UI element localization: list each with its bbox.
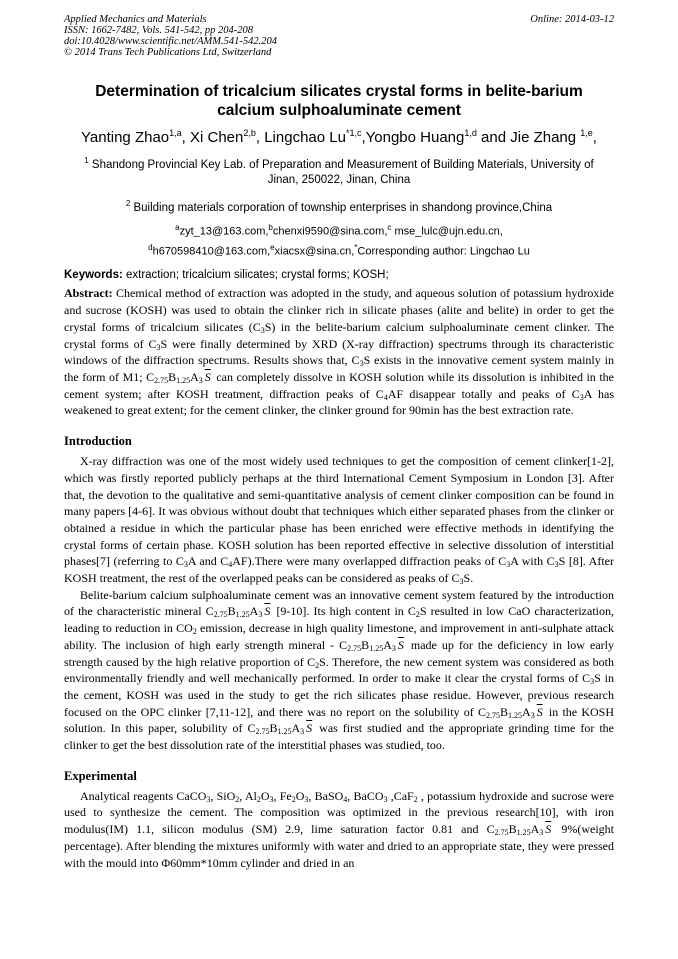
title-line-1: Determination of tricalcium silicates crystal forms in belite-barium: [95, 83, 583, 100]
journal-name: Applied Mechanics and Materials: [64, 14, 207, 25]
affiliation-2: $^2$ Building materials corporation of township enterprises in shandong province,China: [125, 198, 553, 214]
keywords-text: extraction; tricalcium silicates; crystal forms; KOSH;: [122, 269, 389, 282]
journal-header: [64, 14, 614, 58]
title-line-2: calcium sulphoaluminate cement: [217, 102, 461, 119]
affiliation-1-line-1: $^1$ Shandong Provincial Key Lab. of Preparation and Measurement of Building Materials, University of: [84, 156, 594, 171]
keywords-label: Keywords:: [64, 269, 123, 282]
abstract: [64, 285, 614, 419]
introduction-heading: Introduction: [64, 434, 132, 449]
journal-info: [64, 14, 277, 58]
journal-issn: ISSN: 1662-7482, Vols. 541-542, pp 204-208: [64, 25, 253, 36]
authors: Yanting Zhao$^{1,a}$, Xi Chen$^{2,b}$, Lingchao Lu$^{*1,c}$,Yongbo Huang$^{1,d}$ and Jie Zhang $^{1,e}$,: [81, 128, 597, 146]
author-emails: [64, 220, 614, 259]
affiliation-1: [64, 153, 614, 189]
affiliation-1-line-2: Jinan, 250022, Jinan, China: [267, 174, 411, 187]
emails-line-1[interactable]: $^a$zyt_13@163.com,$^b$chenxi9590@sina.com,$^c$ mse_lulc@ujn.edu.cn,: [175, 223, 503, 238]
online-date: Online: 2014-03-12: [530, 14, 614, 25]
introduction-paragraph-2: Belite-barium calcium sulphoaluminate cement was an innovative cement system featured by the introduction of the characteristic mineral $C_{2.75}B_{1.25}A_3$ $\overline{S}$ [9-10]. Its high content in $C_2S$ resulted in low CaO characterization, leading to reduction in $CO_2$ emission, decrease in high quality limestone, and improvement in anti-sulphate attack ability. The inclusion of high early strength mineral - $C_{2.75}B_{1.25}A_3$ $\overline{S}$ made up for the deficiency in low early strength caused by the high relative proportion of $C_2S$. Therefore, the new cement system was considered as both environmentally friendly and well mechanically performed. In order to make it clear the crystal forms of $C_3S$ in the cement, KOSH was used in the study to get the rich silicates phase residue. However, previous research focused on the OPC clinker [7,11-12], and there was no report on the solubility of $C_{2.75}B_{1.25}A_3$ $\overline{S}$ in the KOSH solution. In this paper, solubility of $C_{2.75}B_{1.25}A_3$ $\overline{S}$ was first studied and the appropriate grinding time for the clinker to get the best dissolution rate of the interstitial phases was studied, too.: [64, 587, 614, 753]
keywords: [64, 269, 614, 281]
paper-page: [64, 14, 614, 871]
introduction-paragraph-1: X-ray diffraction was one of the most widely used techniques to get the composition of cement clinker[1-2], which was firstly reported publicly perhaps at the third International Cement Symposium in London [3]. After that, the devotion to the qualitative and semi-quantitative analysis of cement clinker composition can be found in many papers [4-6]. It was obvious without doubt that techniques which either separated phases from the clinker or obtained a residue in which the particular phase has been enriched were effective methods in identifying the crystal forms of certain phase. KOSH solution has been reported effective in selective dissolution of interstitial phases[7] (referring to $C_3A$ and $C_4AF).There$ were many overlapped diffraction peaks of $C_3A$ with $C_3S$ [8]. After KOSH treatment, the rest of the overlapped peaks can be considered as peaks of $C_3S$.: [64, 454, 614, 587]
journal-doi[interactable]: doi:10.4028/www.scientific.net/AMM.541-542.204: [64, 36, 277, 47]
abstract-label: Abstract:: [64, 286, 113, 301]
experimental-heading: Experimental: [64, 768, 137, 783]
emails-line-2[interactable]: $^d$h670598410@163.com,$^e$xiacsx@sina.cn,*Corresponding author: Lingchao Lu: [148, 242, 530, 258]
abstract-text: Chemical method of extraction was adopted in the study, and aqueous solution of potassium hydroxide and sucrose (KOSH) was used to obtain the clinker rich in silicate phases (alite and belite) in order to get the crystal forms of tricalcium silicates $(C_3S)$ in the belite-barium calcium sulphoaluminate cement clinker. The crystal forms of $C_3S$ were finally determined by XRD (X-ray diffraction) spectrums through its characteristic windows of the diffraction spectrums. Results shows that, $C_3S$ exists in the innovative cement system mainly in the form of M1; $C_{2.75}B_{1.25}A_3$ $\overline{S}$ can completely dissolve in KOSH solution while its dissolution is inhibited in the cement system; after KOSH treatment, diffraction peaks of $C_4AF$ disappear totally and peaks of $C_3A$ has weakened to great extent; for the cement clinker, the clinker ground for 90min has the best extraction rate.: [64, 286, 615, 418]
experimental-paragraph-1: Analytical reagents CaCO$_3$, SiO$_2$, $Al_2O_3$, $Fe_2O_3$, BaSO$_4$, BaCO$_3$ ,CaF$_2$ , potassium hydroxide and sucrose were used to synthesize the cement. The composition was optimized in the previous research[10], with iron modulus(IM) 1.1, silicon modulus (SM) 2.9, lime saturation factor 0.81 and $C_{2.75}B_{1.25}A_3$ $\overline{S}$ 9%(weight percentage). After blending the mixtures uniformly with water and dried to an appropriate state, they were pressed with the mould into Φ60mm*10mm cylinder and dried in an: [64, 788, 615, 870]
journal-copyright: © 2014 Trans Tech Publications Ltd, Switzerland: [64, 47, 272, 58]
paper-title: [64, 82, 614, 120]
